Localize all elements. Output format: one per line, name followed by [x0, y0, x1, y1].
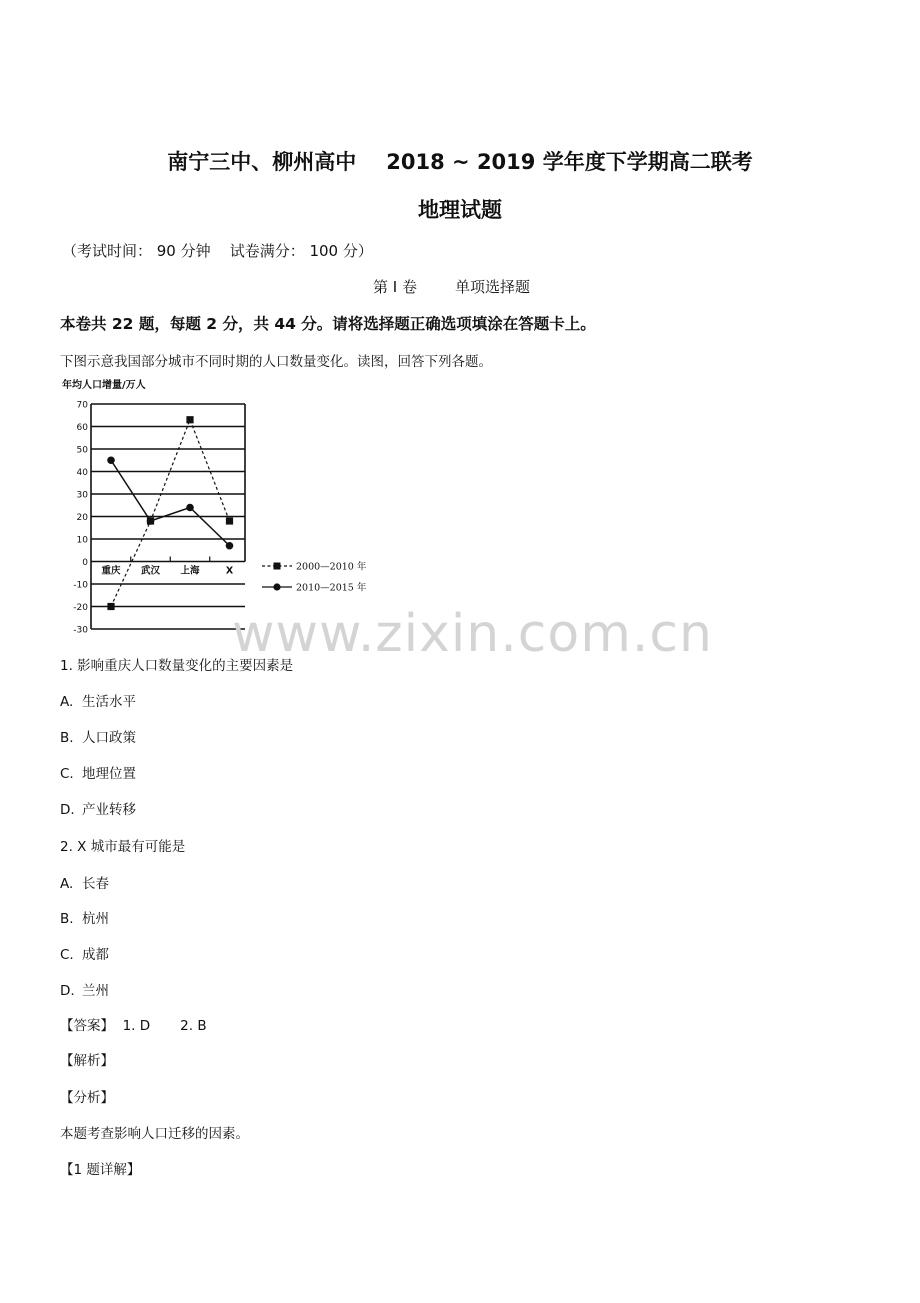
- category-label: 重庆: [101, 565, 121, 577]
- exam-subject: 地理试题: [418, 198, 502, 222]
- data-point-circle: [147, 517, 155, 525]
- data-point-circle: [226, 542, 234, 550]
- option-letter: C.: [60, 766, 74, 782]
- chart-legend: [262, 561, 367, 594]
- category-label: 武汉: [140, 565, 161, 577]
- chart-grid: [91, 404, 245, 629]
- y-tick-label: 30: [76, 490, 88, 501]
- category-label: 上海: [180, 565, 200, 577]
- section-heading: [373, 276, 530, 297]
- question-2-option-b[interactable]: [60, 907, 109, 927]
- y-tick-label: -30: [73, 625, 88, 636]
- fenxi-text: 本题考查影响人口迁移的因素。: [60, 1126, 249, 1142]
- question-intro: 下图示意我国部分城市不同时期的人口数量变化。读图，回答下列各题。: [60, 354, 492, 370]
- y-tick-label: 10: [76, 535, 88, 546]
- option-letter: A.: [60, 876, 74, 892]
- question-1-option-c[interactable]: [60, 762, 136, 782]
- option-letter: B.: [60, 730, 74, 746]
- option-letter: C.: [60, 947, 74, 963]
- fenxi-label: 【分析】: [60, 1090, 114, 1106]
- y-tick-label: 70: [76, 400, 88, 411]
- question-1-option-d[interactable]: [60, 798, 136, 818]
- answer-label: 【答案】: [60, 1018, 114, 1034]
- y-tick-label: 60: [76, 423, 88, 433]
- instructions: 本卷共 22 题，每题 2 分，共 44 分。请将选择题正确选项填涂在答题卡上。: [60, 315, 596, 333]
- exam-score: 试卷满分： 100 分）: [229, 242, 373, 260]
- data-point-circle: [107, 456, 115, 464]
- option-letter: D.: [60, 802, 75, 818]
- analysis-label: 【解析】: [60, 1053, 114, 1069]
- exam-title: [0, 146, 920, 176]
- option-text: 产业转移: [82, 802, 136, 818]
- option-letter: A.: [60, 694, 74, 710]
- chart-categories: [101, 557, 233, 577]
- legend-label: 2010—2015 年: [296, 582, 367, 594]
- y-tick-label: 0: [82, 558, 88, 568]
- answer-1: 1. D: [122, 1018, 151, 1034]
- option-text: 长春: [82, 876, 109, 892]
- legend-circle-marker: [273, 583, 280, 590]
- option-text: 兰州: [82, 983, 109, 999]
- chart-ylabel: 年均人口增量/万人: [62, 380, 146, 391]
- question-1-stem: 1. 影响重庆人口数量变化的主要因素是: [60, 658, 294, 674]
- exam-time: （考试时间： 90 分钟: [62, 242, 211, 260]
- question-2-option-a[interactable]: [60, 872, 109, 892]
- y-tick-label: 40: [76, 468, 88, 478]
- category-label: X: [225, 565, 234, 577]
- exam-title-year: 2018 ~ 2019 学年度下学期高二联考: [386, 150, 753, 174]
- question-2-option-d[interactable]: [60, 979, 109, 999]
- series-line: [111, 460, 230, 546]
- option-text: 杭州: [82, 911, 109, 927]
- exam-info: [62, 240, 373, 261]
- section-type: 单项选择题: [454, 278, 530, 296]
- option-letter: D.: [60, 983, 75, 999]
- watermark-text: www.zixin.com.cn: [232, 604, 713, 664]
- question-1-option-b[interactable]: [60, 726, 136, 746]
- legend-label: 2000—2010 年: [296, 561, 367, 573]
- data-point-circle: [186, 504, 194, 512]
- detail-label: 【1 题详解】: [60, 1162, 141, 1178]
- option-text: 成都: [82, 947, 109, 963]
- chart-y-ticks: [73, 401, 88, 636]
- data-point-square: [226, 517, 233, 524]
- question-2-stem: 2. X 城市最有可能是: [60, 839, 186, 855]
- answer-line: [60, 1014, 207, 1034]
- exam-title-schools: 南宁三中、柳州高中: [167, 150, 357, 174]
- option-text: 生活水平: [82, 694, 136, 710]
- y-tick-label: 50: [76, 445, 88, 456]
- series-line: [111, 420, 230, 607]
- answer-2: 2. B: [180, 1018, 207, 1034]
- question-2-option-c[interactable]: [60, 943, 109, 963]
- population-chart: [56, 378, 376, 636]
- chart-series: [107, 416, 233, 610]
- y-tick-label: -20: [73, 603, 88, 613]
- question-1-option-a[interactable]: [60, 690, 136, 710]
- data-point-square: [186, 416, 193, 423]
- y-tick-label: -10: [73, 580, 88, 591]
- legend-square-marker: [274, 563, 281, 570]
- option-text: 人口政策: [82, 730, 136, 746]
- option-text: 地理位置: [82, 766, 136, 782]
- y-tick-label: 20: [76, 513, 88, 523]
- option-letter: B.: [60, 911, 74, 927]
- section-number: 第 I 卷: [373, 278, 417, 296]
- data-point-square: [107, 603, 114, 610]
